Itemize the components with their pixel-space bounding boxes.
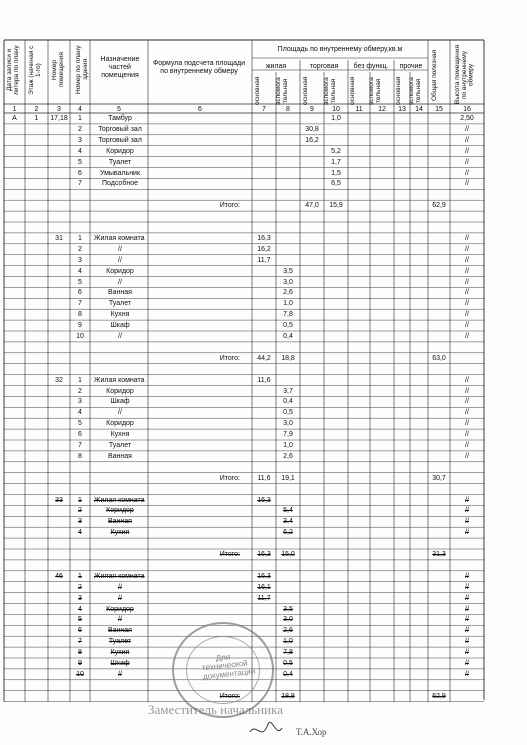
table-cell-c5: Торговый зал <box>98 136 142 144</box>
table-cell-c8: 2,6 <box>283 289 293 297</box>
table-cell-c16: 2,50 <box>460 115 474 122</box>
table-cell-c3: 31 <box>55 234 63 242</box>
table-cell-c5: Тамбур <box>108 115 132 122</box>
table-cell-c8: 0,5 <box>283 322 293 330</box>
column-number: 9 <box>310 106 314 113</box>
table-cell-c16: // <box>465 311 469 319</box>
table-cell-c10: 5,2 <box>331 147 341 155</box>
table-cell-c16: // <box>465 518 469 526</box>
column-number: 16 <box>463 106 471 113</box>
table-cell-c8: 1,0 <box>283 300 293 308</box>
header-col13: основная <box>395 76 402 106</box>
table-cell-c16: // <box>465 256 469 264</box>
table-cell-c16: // <box>465 431 469 439</box>
table-cell-c5: // <box>118 409 122 417</box>
table-cell-c5: // <box>118 670 122 678</box>
table-cell-c8: 19,1 <box>281 474 295 482</box>
header-col9: основная <box>302 76 309 106</box>
table-cell-c4: 3 <box>78 518 82 526</box>
table-cell-c4: 1 <box>78 572 82 580</box>
table-cell-c15: 30,7 <box>432 474 446 482</box>
table-cell-c5: // <box>118 594 122 602</box>
table-cell-c16: // <box>465 322 469 330</box>
table-cell-c16: // <box>465 660 469 667</box>
table-cell-c16: // <box>465 420 469 428</box>
table-cell-c5: Жилая комната <box>94 376 145 384</box>
table-cell-c16: // <box>465 169 469 177</box>
table-cell-c16: // <box>465 616 469 624</box>
table-cell-c8: 3,0 <box>283 616 293 624</box>
footer-line1: Заместитель начальника <box>148 702 283 717</box>
table-cell-c4: 8 <box>78 311 82 319</box>
table-cell-c16: // <box>465 572 469 580</box>
table-cell-c5: // <box>118 583 122 591</box>
table-cell-c4: 2 <box>78 583 82 591</box>
table-cell-c15: 62,9 <box>432 202 446 210</box>
table-cell-c8: 1,0 <box>283 442 293 449</box>
table-cell-c10: 1,0 <box>331 115 341 122</box>
table-cell-c5: Коридор <box>106 267 134 275</box>
table-cell-c16: // <box>465 125 469 133</box>
table-cell-c4: 7 <box>78 442 82 449</box>
table-cell-c5: Шкаф <box>110 322 130 330</box>
footer-line2: Т.А.Хор <box>296 727 327 737</box>
table-cell-c7: 16,3 <box>257 551 271 558</box>
table-cell-c1: А <box>12 115 17 122</box>
table-cell-c16: // <box>465 398 469 406</box>
table-cell-c6: Итого: <box>219 551 240 558</box>
table-cell-c5: // <box>118 245 122 253</box>
table-cell-c5: // <box>118 616 122 624</box>
table-cell-c7: 11,7 <box>257 256 271 264</box>
table-cell-c8: 7,8 <box>283 311 293 319</box>
table-cell-c9: 47,0 <box>305 202 319 210</box>
table-cell-c7: 16,3 <box>257 234 271 242</box>
table-cell-c4: 5 <box>78 278 82 286</box>
table-cell-c3: 32 <box>55 376 63 384</box>
table-cell-c16: // <box>465 136 469 144</box>
table-cell-c8: 2,6 <box>283 627 293 635</box>
table-cell-c4: 4 <box>78 267 82 275</box>
table-cell-c5: Коридор <box>106 147 134 155</box>
table-cell-c8: 6,2 <box>283 529 293 537</box>
table-cell-c8: 3,4 <box>283 518 293 526</box>
table-cell-c5: Шкаф <box>110 660 130 667</box>
table-cell-c5: // <box>118 333 122 340</box>
table-cell-c9: 16,2 <box>305 136 319 144</box>
header-trade: торговая <box>309 63 339 70</box>
header-col16: Высота помещения по внутреннему обмеру <box>454 45 475 105</box>
table-cell-c8: 0,4 <box>283 670 293 678</box>
column-number: 4 <box>78 106 82 113</box>
table-cell-c7: 44,2 <box>257 354 271 362</box>
table-cell-c15: 62,9 <box>432 692 446 700</box>
table-cell-c8: 0,4 <box>283 333 293 340</box>
table-cell-c4: 6 <box>78 431 82 439</box>
table-cell-c8: 3,5 <box>283 267 293 275</box>
table-cell-c5: Туалет <box>108 442 132 449</box>
header-other: прочие <box>399 63 423 70</box>
table-cell-c10: 1,5 <box>331 169 341 177</box>
table-cell-c8: 0,5 <box>283 409 293 417</box>
table-cell-c3: 17,18 <box>50 115 68 122</box>
table-cell-c4: 3 <box>78 256 82 264</box>
table-cell-c8: 3,0 <box>283 278 293 286</box>
table-cell-c15: 31,3 <box>432 551 446 558</box>
column-number: 6 <box>198 106 202 113</box>
column-number: 3 <box>57 106 61 113</box>
table-cell-c16: // <box>465 147 469 155</box>
table-cell-c4: 8 <box>78 649 82 657</box>
table-cell-c16: // <box>465 333 469 340</box>
table-cell-c8: 0,4 <box>283 398 293 406</box>
table-cell-c15: 63,0 <box>432 354 446 362</box>
header-living: жилая <box>265 63 287 70</box>
header-col7: основная <box>254 76 261 106</box>
table-cell-c5: Жилая комната <box>94 572 145 580</box>
table-cell-c16: // <box>465 234 469 242</box>
table-cell-c16: // <box>465 158 469 166</box>
table-cell-c16: // <box>465 529 469 537</box>
table-cell-c4: 7 <box>78 638 82 646</box>
header-col8: вспомога тельная <box>275 77 289 105</box>
column-number: 11 <box>355 106 363 113</box>
table-cell-c16: // <box>465 289 469 297</box>
table-cell-c16: // <box>465 452 469 460</box>
table-cell-c8: 7,8 <box>283 649 293 657</box>
table-cell-c4: 4 <box>78 529 82 537</box>
table-cell-c8: 18,8 <box>281 354 295 362</box>
column-number: 10 <box>332 106 340 113</box>
table-cell-c6: Итого: <box>219 474 240 482</box>
table-cell-c5: Кухня <box>110 649 130 657</box>
table-cell-c8: 1,0 <box>283 638 293 646</box>
table-cell-c5: Коридор <box>106 420 134 428</box>
table-cell-c4: 5 <box>78 420 82 428</box>
table-cell-c16: // <box>465 638 469 646</box>
table-cell-c4: 3 <box>78 594 82 602</box>
table-cell-c6: Итого: <box>219 692 240 700</box>
table-cell-c5: Коридор <box>106 605 134 613</box>
header-col2: Этаж (начиная с 1-го) <box>28 45 42 95</box>
table-cell-c7: 16,3 <box>257 572 271 580</box>
table-cell-c4: 6 <box>78 627 82 635</box>
table-cell-c8: 3,0 <box>283 420 293 428</box>
table-cell-c4: 2 <box>78 245 82 253</box>
table-cell-c8: 3,7 <box>283 387 293 395</box>
table-cell-c16: // <box>465 376 469 384</box>
table-cell-c5: Подсобное <box>102 180 138 188</box>
table-cell-c4: 2 <box>78 387 82 395</box>
table-cell-c3: 33 <box>55 496 63 504</box>
table-cell-c4: 2 <box>78 125 82 133</box>
table-cell-c16: // <box>465 605 469 613</box>
table-cell-c16: // <box>465 267 469 275</box>
table-cell-c10: 15,9 <box>329 202 343 210</box>
stamp-text: Для технической документации <box>201 652 256 682</box>
table-cell-c10: 6,5 <box>331 180 341 188</box>
table-cell-c4: 1 <box>78 376 82 384</box>
header-col5: Назначение частей помещения <box>100 56 140 80</box>
table-cell-c16: // <box>465 409 469 417</box>
table-cell-c4: 7 <box>78 180 82 188</box>
table-cell-c4: 10 <box>76 333 84 340</box>
table-cell-c5: Коридор <box>106 387 134 395</box>
table-cell-c4: 9 <box>78 322 82 330</box>
table-cell-c7: 16,2 <box>257 245 271 253</box>
table-cell-c4: 4 <box>78 409 82 417</box>
table-cell-c5: Жилая комната <box>94 496 145 504</box>
table-cell-c9: 30,8 <box>305 125 319 133</box>
header-col4: Номер по плану здания <box>75 45 89 95</box>
table-cell-c8: 2,6 <box>283 452 293 460</box>
table-cell-c5: // <box>118 256 122 264</box>
table-cell-c5: Кухня <box>110 431 130 439</box>
table-cell-c16: // <box>465 670 469 678</box>
table-cell-c7: 16,3 <box>257 496 271 504</box>
table-cell-c7: 11,6 <box>257 474 271 482</box>
column-number: 8 <box>286 106 290 113</box>
table-cell-c16: // <box>465 583 469 591</box>
table-cell-c16: // <box>465 496 469 504</box>
table-cell-c4: 4 <box>78 605 82 613</box>
table-cell-c4: 9 <box>78 660 82 667</box>
table-cell-c16: // <box>465 627 469 635</box>
table-cell-c5: Кухня <box>110 311 130 319</box>
table-cell-c5: Ванная <box>108 289 132 297</box>
table-cell-c7: 11,7 <box>257 594 271 602</box>
table-cell-c7: 16,1 <box>257 583 271 591</box>
table-cell-c4: 5 <box>78 616 82 624</box>
column-number: 7 <box>262 106 266 113</box>
table-cell-c4: 2 <box>78 507 82 515</box>
table-cell-c16: // <box>465 278 469 286</box>
table-cell-c5: Туалет <box>108 638 132 646</box>
table-cell-c5: Шкаф <box>110 398 130 406</box>
table-cell-c4: 7 <box>78 300 82 308</box>
table-cell-c8: 15,0 <box>281 551 295 558</box>
table-cell-c16: // <box>465 300 469 308</box>
header-col12: вспомога тельная <box>368 77 382 105</box>
table-cell-c5: Ванная <box>108 627 132 635</box>
table-cell-c4: 3 <box>78 136 82 144</box>
table-cell-c5: Туалет <box>108 158 132 166</box>
table-cell-c4: 6 <box>78 289 82 297</box>
header-area-group: Площадь по внутреннему обмеру,кв.м <box>277 46 403 53</box>
column-number: 15 <box>435 106 443 113</box>
table-cell-c8: 7,9 <box>283 431 293 439</box>
table-cell-c10: 1,7 <box>331 158 341 166</box>
table-cell-c4: 1 <box>78 115 82 122</box>
table-cell-c5: Коридор <box>106 507 134 515</box>
header-col6: Формула подсчета площади по внутреннему обмеру <box>152 60 246 76</box>
column-number: 5 <box>117 106 121 113</box>
table-cell-c8: 5,4 <box>283 507 293 515</box>
table-cell-c5: Умывальник <box>99 169 141 177</box>
header-col1: Дата записи и литера по плану <box>6 45 20 95</box>
table-cell-c4: 4 <box>78 147 82 155</box>
table-cell-c16: // <box>465 387 469 395</box>
column-number: 14 <box>415 106 423 113</box>
table-cell-c7: 11,6 <box>257 376 271 384</box>
column-number: 2 <box>34 106 39 113</box>
table-cell-c16: // <box>465 507 469 515</box>
header-col10: вспомога тельная <box>323 77 337 105</box>
column-number: 13 <box>398 106 406 113</box>
table-cell-c4: 5 <box>78 158 82 166</box>
header-col14: вспомога тельная <box>408 77 422 105</box>
table-cell-c8: 3,5 <box>283 605 293 613</box>
header-col3: Номер помещения <box>51 52 65 88</box>
header-nofunc: без функц. <box>353 63 389 70</box>
table-cell-c4: 10 <box>76 670 84 678</box>
column-number: 12 <box>378 106 386 113</box>
table-cell-c5: Кухня <box>110 529 130 537</box>
table-cell-c8: 0,5 <box>283 660 293 667</box>
table-cell-c4: 1 <box>78 496 82 504</box>
table-cell-c4: 1 <box>78 234 82 242</box>
table-cell-c4: 8 <box>78 452 82 460</box>
column-number: 1 <box>12 106 17 113</box>
table-cell-c3: 46 <box>55 572 63 580</box>
table-cell-c5: Жилая комната <box>94 234 145 242</box>
table-cell-c4: 6 <box>78 169 82 177</box>
table-cell-c5: Ванная <box>108 518 132 526</box>
table-cell-c5: Ванная <box>108 452 132 460</box>
table-cell-c16: // <box>465 442 469 449</box>
table-cell-c16: // <box>465 180 469 188</box>
header-col11: основная <box>349 76 356 106</box>
header-col15: Общая полезная <box>431 49 438 101</box>
table-cell-c5: Туалет <box>108 300 132 308</box>
table-cell-c16: // <box>465 594 469 602</box>
table-cell-c5: // <box>118 278 122 286</box>
table-cell-c2: 1 <box>34 115 39 122</box>
table-cell-c8: 18,8 <box>281 692 295 700</box>
table-cell-c5: Торговый зал <box>98 125 142 133</box>
table-cell-c16: // <box>465 245 469 253</box>
table-cell-c6: Итого: <box>219 354 240 362</box>
table-cell-c6: Итого: <box>219 202 240 210</box>
table-cell-c16: // <box>465 649 469 657</box>
table-cell-c4: 3 <box>78 398 82 406</box>
